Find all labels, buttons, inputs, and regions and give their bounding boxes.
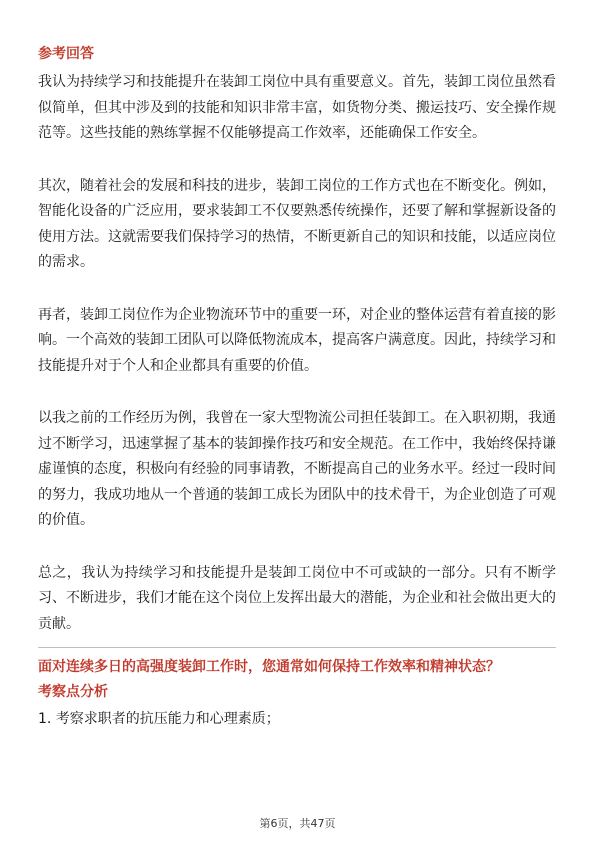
page-number: 第6页，共47页 xyxy=(259,817,336,830)
answer-paragraph-5: 总之，我认为持续学习和技能提升是装卸工岗位中不可或缺的一部分。只有不断学习、不断进步，我们才能在这个岗位上发挥出最大的潜能，为企业和社会做出更大的贡献。 xyxy=(38,564,556,632)
answer-paragraph-2: 其次，随着社会的发展和科技的进步，装卸工岗位的工作方式也在不断变化。例如，智能化设备的广泛应用，要求装卸工不仅要熟悉传统操作，还要了解和掌握新设备的使用方法。这就需要我们保持学习的热情，不断更新自己的知识和技能，以适应岗位的需求。 xyxy=(38,177,556,270)
answer-paragraph-4: 以我之前的工作经历为例，我曾在一家大型物流公司担任装卸工。在入职初期，我通过不断学习，迅速掌握了基本的装卸操作技巧和安全规范。在工作中，我始终保持谦虚谨慎的态度，积极向有经验的同事请教，不断提高自己的业务水平。经过一段时间的努力，我成功地从一个普通的装卸工成长为团队中的技术骨干，为企业创造了可观的价值。 xyxy=(38,410,556,528)
page-content xyxy=(38,44,556,730)
analysis-heading: 考察点分析 xyxy=(38,684,108,700)
question-title: 面对连续多日的高强度装卸工作时，您通常如何保持工作效率和精神状态？ xyxy=(38,659,500,675)
answer-paragraph-1: 我认为持续学习和技能提升在装卸工岗位中具有重要意义。首先，装卸工岗位虽然看似简单，但其中涉及到的技能和知识非常丰富，如货物分类、搬运技巧、安全操作规范等。这些技能的熟练掌握不仅能够提高工作效率，还能确保工作安全。 xyxy=(38,74,556,141)
answer-heading: 参考回答 xyxy=(38,46,94,62)
section-divider xyxy=(38,647,556,648)
answer-paragraph-3: 再者，装卸工岗位作为企业物流环节中的重要一环，对企业的整体运营有着直接的影响。一个高效的装卸工团队可以降低物流成本，提高客户满意度。因此，持续学习和技能提升对于个人和企业都具有重要的价值。 xyxy=(38,306,556,374)
analysis-item-1: 1. 考察求职者的抗压能力和心理素质； xyxy=(38,711,280,727)
